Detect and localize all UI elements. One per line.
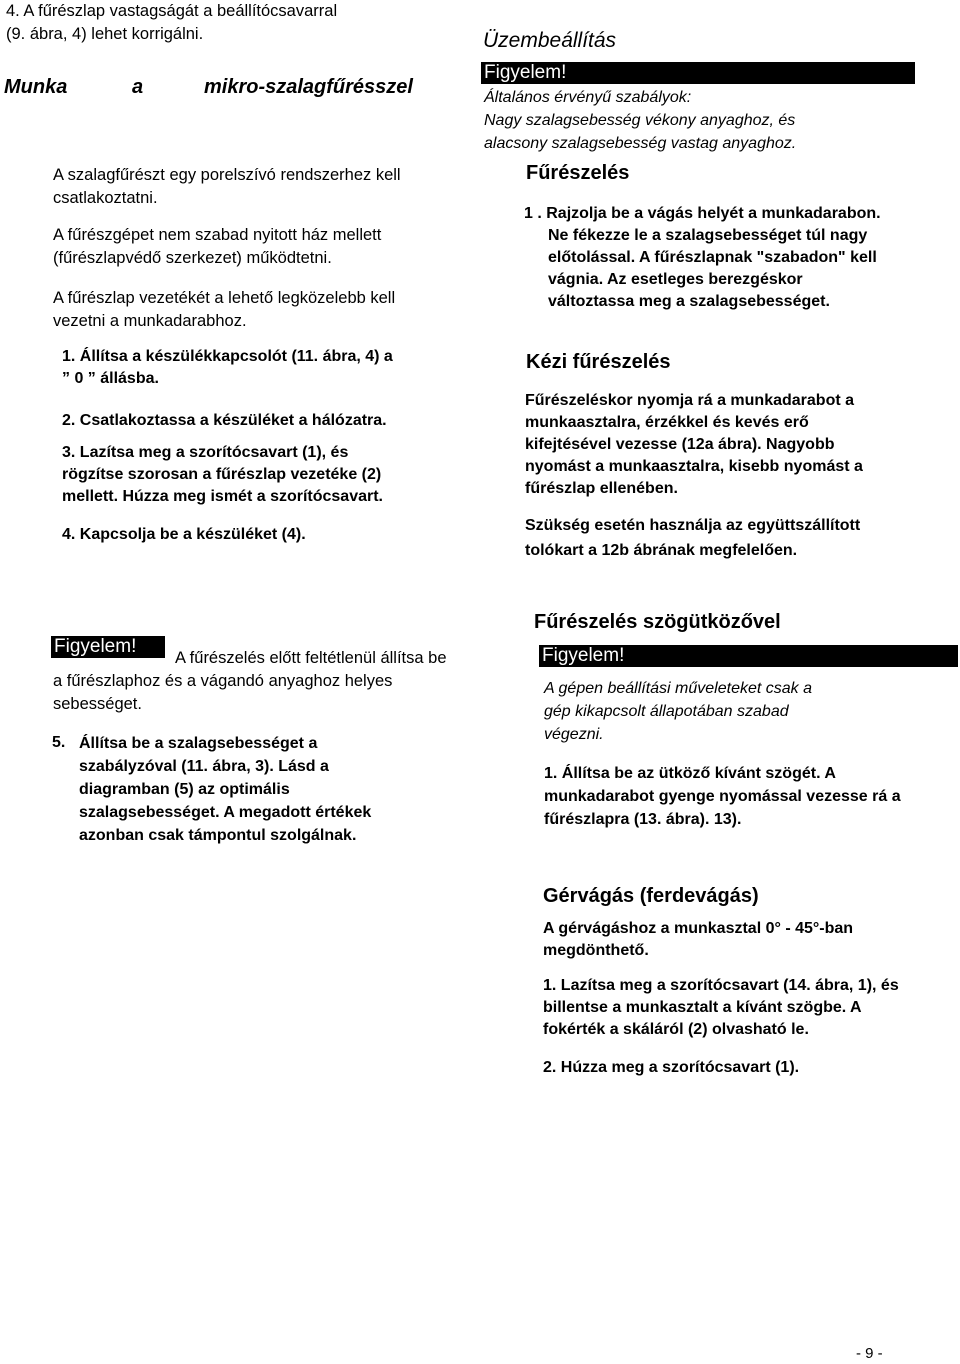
paragraph-blade-guide	[53, 287, 453, 333]
text-line: tolókart a 12b ábrának megfelelően.	[525, 542, 798, 559]
text-line: nyomást a munkaasztalra, kisebb nyomást a	[525, 458, 863, 475]
text-line: ” 0 ” állásba.	[62, 370, 159, 387]
page-number: - 9 -	[856, 1345, 883, 1362]
sawing-step-1-continued	[548, 225, 921, 313]
item-4	[6, 0, 426, 46]
text-line: előtolással. A fűrészlapnak "szabadon" kell	[548, 249, 877, 266]
text-line: A gépen beállítási műveleteket csak a	[544, 680, 813, 697]
manual-sawing-heading: Kézi fűrészelés	[526, 351, 671, 373]
text-line: Szükség esetén használja az együttszállított	[525, 517, 861, 534]
step-5	[79, 732, 459, 847]
manual-sawing-text	[525, 390, 921, 500]
text-line: változtassa meg a szalagsebességet.	[548, 293, 830, 310]
sawing-heading: Fűrészelés	[526, 162, 630, 184]
text-line: diagramban (5) az optimális	[79, 781, 290, 798]
angle-warning	[544, 677, 924, 746]
warning-label: Figyelem!	[481, 62, 915, 84]
text-line: 1. Lazítsa meg a szorítócsavart (14. ábra, 1), és	[543, 977, 899, 994]
text-line: Ne fékezze le a szalagsebességet túl nagy	[548, 227, 868, 244]
warning-text-first-line: A fűrészelés előtt feltétlenül állítsa be	[175, 649, 447, 667]
text-line: fokérték a skáláról (2) olvasható le.	[543, 1021, 809, 1038]
page-title: Üzembeállítás	[483, 29, 617, 52]
miter-intro	[543, 918, 953, 962]
text-line: A fűrészlap vezetékét a lehető legközelebb kell	[53, 289, 396, 307]
paragraph-dust-extraction	[53, 164, 453, 210]
text-line: vezetni a munkadarabhoz.	[53, 312, 247, 330]
text-line: munkaasztalra, érzékkel és kevés erő	[525, 414, 809, 431]
general-rules	[484, 86, 900, 155]
text-line: sebességet.	[53, 695, 142, 713]
text-line: azonban csak támpontul szolgálnak.	[79, 827, 357, 844]
text-line: A szalagfűrészt egy porelszívó rendszerhez kell	[53, 166, 401, 184]
step-2: 2. Csatlakoztassa a készüléket a hálózatra.	[62, 412, 387, 429]
text-line: Fűrészeléskor nyomja rá a munkadarabot a	[525, 392, 855, 409]
text-line: a fűrészlaphoz és a vágandó anyaghoz helyes	[53, 672, 393, 690]
step-1	[62, 346, 452, 390]
section-heading-word: Munka	[4, 76, 68, 98]
text-line: Nagy szalagsebesség vékony anyaghoz, és	[484, 112, 796, 129]
text-line: megdönthető.	[543, 942, 649, 959]
miter-step-1	[543, 975, 953, 1041]
paragraph-housing	[53, 224, 453, 270]
step-5-number: 5.	[52, 734, 66, 751]
angle-stop-heading: Fűrészelés szögütközővel	[534, 611, 781, 633]
text-line: munkadarabot gyenge nyomással vezesse rá a	[544, 788, 901, 805]
item-4-line: (9. ábra, 4) lehet korrigálni.	[6, 25, 204, 43]
text-line: 3. Lazítsa meg a szorítócsavart (1), és	[62, 444, 349, 461]
text-line: kifejtésével vezesse (12a ábra). Nagyobb	[525, 436, 835, 453]
text-line: vágnia. Az esetleges berezgéskor	[548, 271, 803, 288]
text-line: Állítsa be a szalagsebességet a	[79, 735, 318, 752]
text-line: A fűrészgépet nem szabad nyitott ház mellett	[53, 226, 382, 244]
step-3	[62, 442, 452, 508]
section-heading-word: mikro-szalagfűrésszel	[204, 76, 413, 98]
text-line: végezni.	[544, 726, 604, 743]
text-line: 1. Állítsa a készülékkapcsolót (11. ábra, 4) a	[62, 348, 393, 365]
text-line: A gérvágáshoz a munkasztal 0° - 45°-ban	[543, 920, 854, 937]
step-4: 4. Kapcsolja be a készüléket (4).	[62, 526, 306, 543]
text-line: rögzítse szorosan a fűrészlap vezetéke (2)	[62, 466, 382, 483]
warning-label: Figyelem!	[51, 636, 165, 658]
sawing-step-1: 1 . Rajzolja be a vágás helyét a munkadarabon.	[524, 205, 881, 222]
text-line: billentse a munkasztalt a kívánt szögbe. A	[543, 999, 862, 1016]
text-line: (fűrészlapvédő szerkezet) működtetni.	[53, 249, 332, 267]
text-line: fűrészlap ellenében.	[525, 480, 678, 497]
text-line: fűrészlapra (13. ábra). 13).	[544, 811, 742, 828]
text-line: Általános érvényű szabályok:	[484, 89, 692, 106]
text-line: alacsony szalagsebesség vastag anyaghoz.	[484, 135, 797, 152]
text-line: gép kikapcsolt állapotában szabad	[544, 703, 789, 720]
text-line: szalagsebességet. A megadott értékek	[79, 804, 372, 821]
text-line: mellett. Húzza meg ismét a szorítócsavart.	[62, 488, 383, 505]
warning-text	[53, 670, 470, 716]
pusher-text	[525, 513, 921, 563]
miter-heading: Gérvágás (ferdevágás)	[543, 885, 759, 907]
section-heading-word: a	[132, 76, 144, 98]
item-4-line: 4. A fűrészlap vastagságát a beállítócsavarral	[6, 2, 338, 20]
text-line: csatlakoztatni.	[53, 189, 158, 207]
warning-label: Figyelem!	[539, 645, 958, 667]
text-line: 1. Állítsa be az ütköző kívánt szögét. A	[544, 765, 836, 782]
text-line: szabályzóval (11. ábra, 3). Lásd a	[79, 758, 329, 775]
angle-step-1	[544, 762, 954, 831]
miter-step-2: 2. Húzza meg a szorítócsavart (1).	[543, 1059, 800, 1076]
